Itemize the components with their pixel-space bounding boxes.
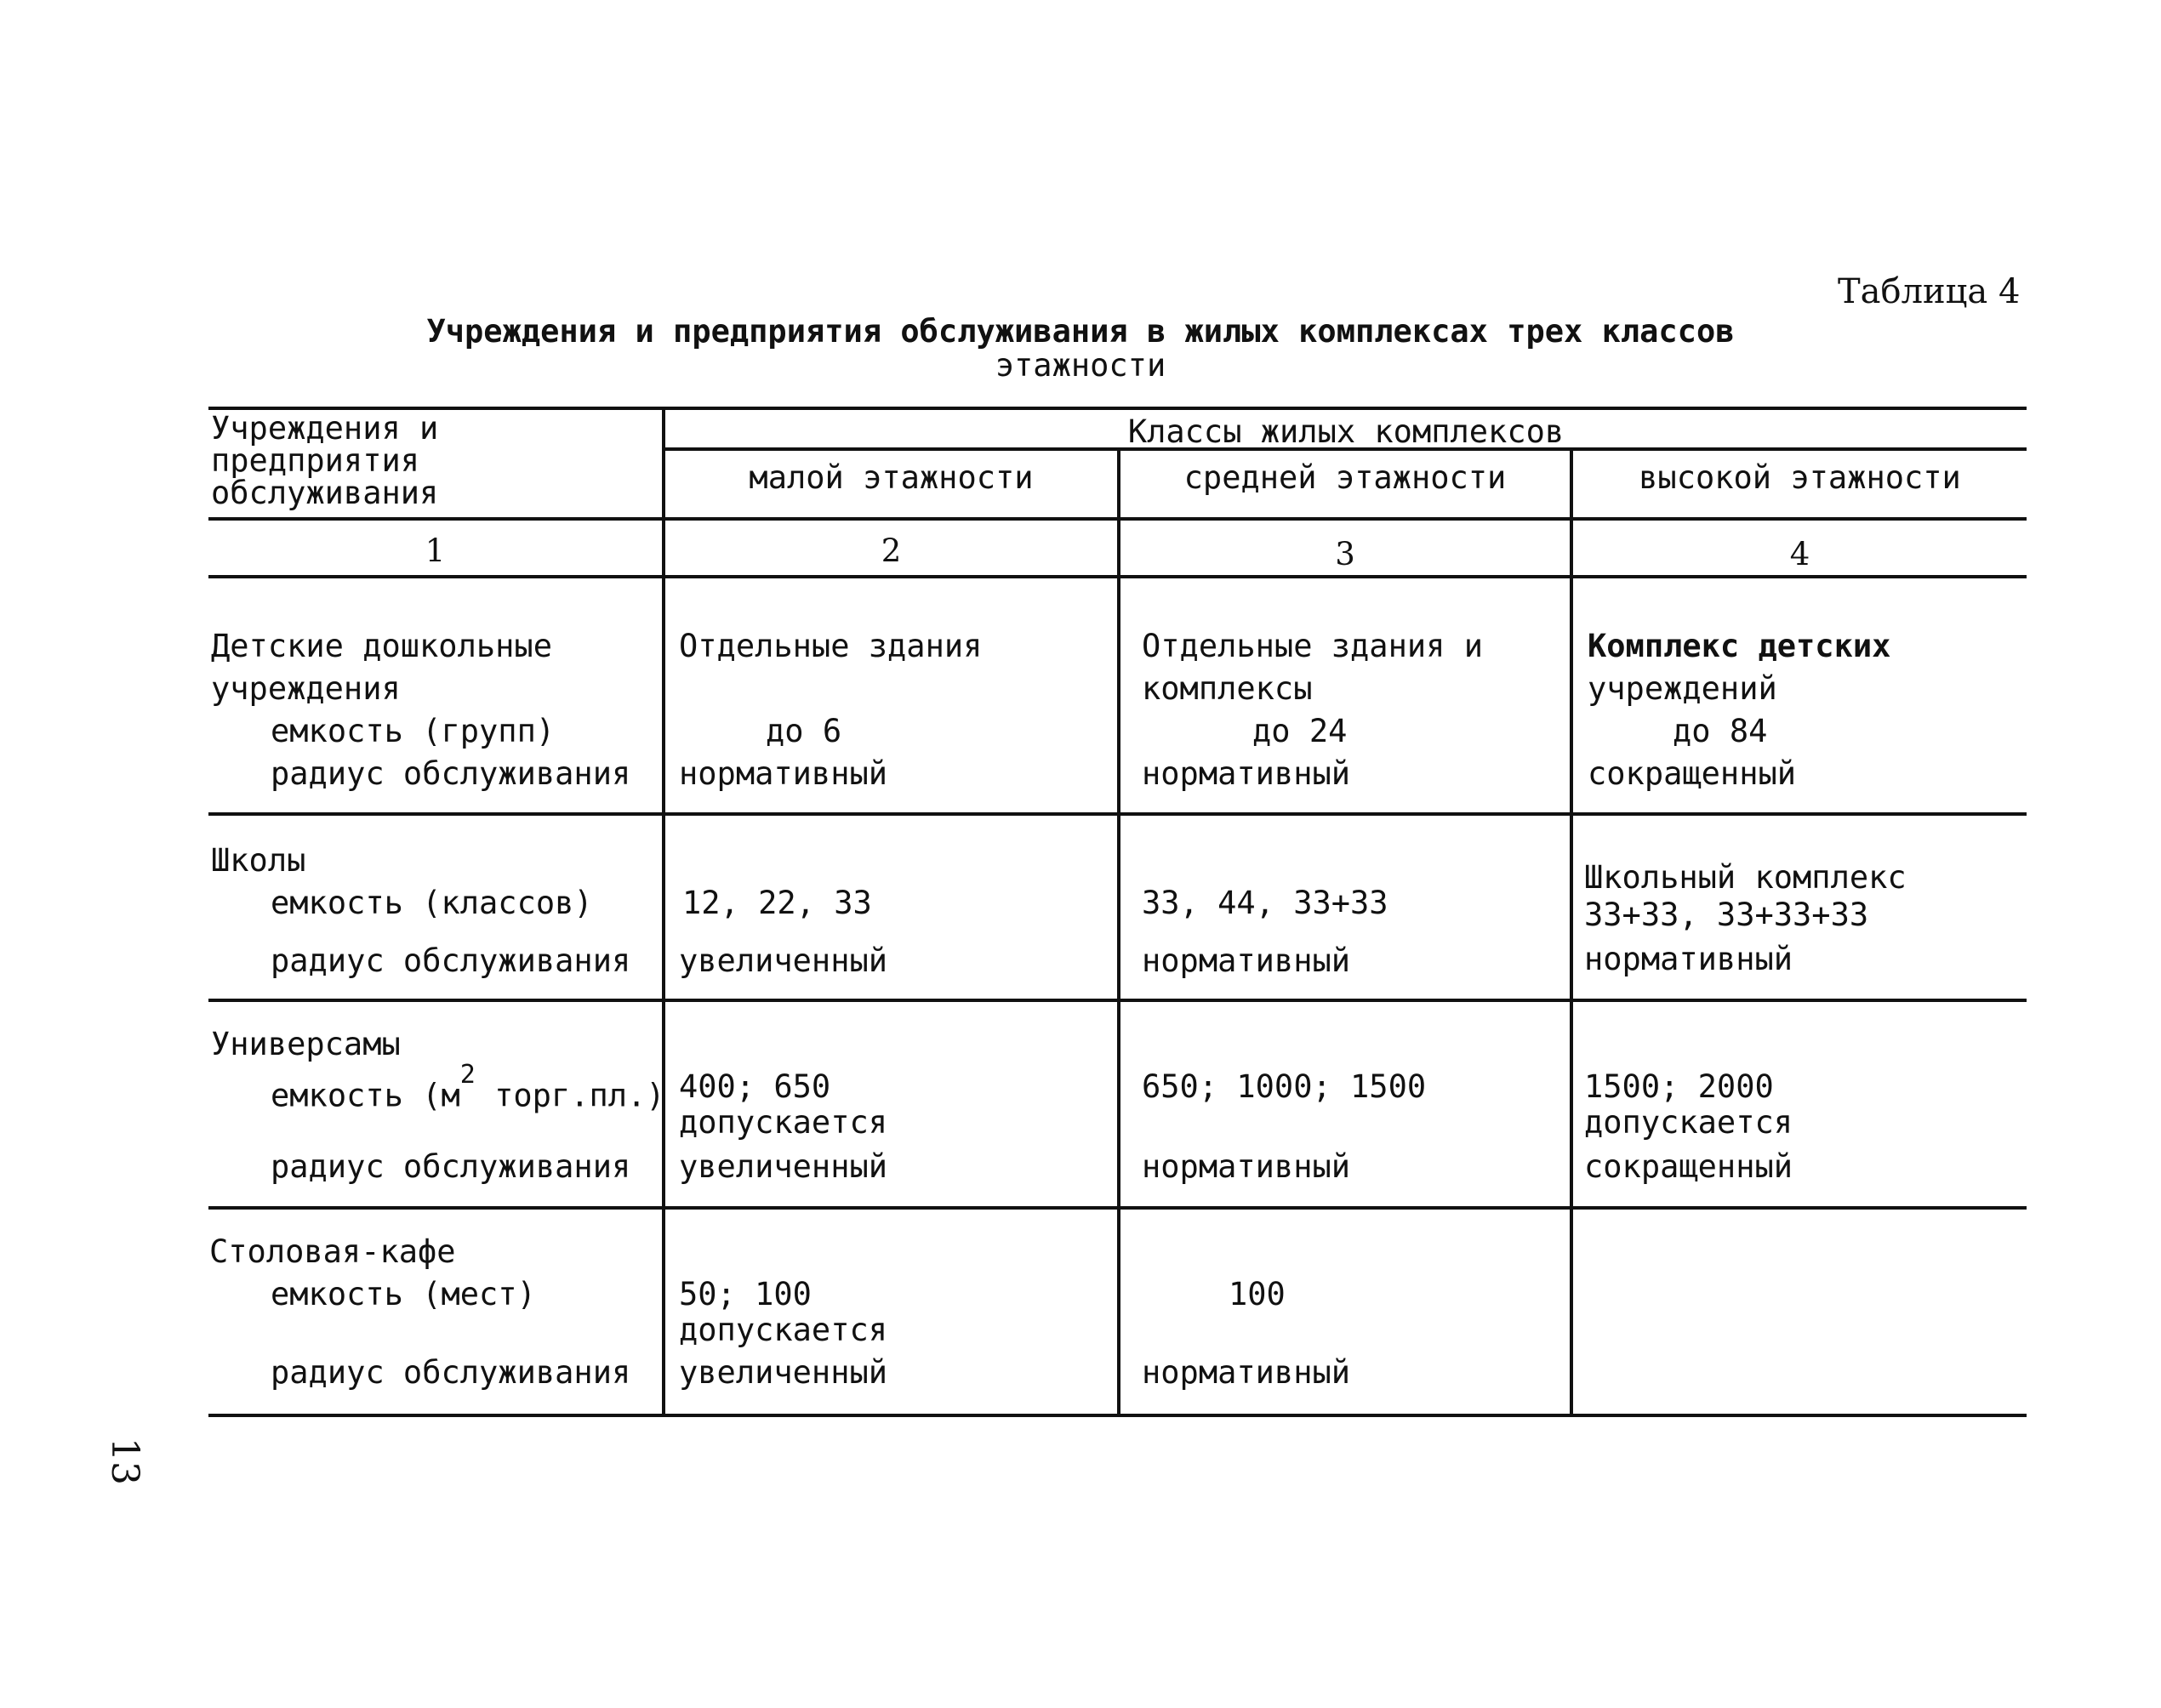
- row4-c2-capacity: 50; 100: [679, 1276, 812, 1312]
- row2-c4-radius: нормативный: [1584, 941, 1793, 977]
- header-num4: 4: [1789, 536, 1810, 572]
- row1-c2-capacity: до 6: [766, 713, 842, 749]
- row1-c4-capacity: до 84: [1673, 713, 1768, 749]
- row4-c2-note: допускается: [679, 1312, 888, 1348]
- rule-col2: [1117, 447, 1120, 1417]
- header-col1-line3: обслуживания: [211, 475, 439, 511]
- row2-c3-radius: нормативный: [1142, 942, 1351, 979]
- row3-label-capacity: [271, 1060, 665, 1114]
- row1-c3-line2: комплексы: [1142, 670, 1313, 707]
- page-number: 13: [103, 1438, 146, 1485]
- row4-c2-radius: увеличенный: [679, 1354, 888, 1391]
- table-title-line2: этажности: [995, 347, 1166, 384]
- header-col1-line1: Учреждения и: [211, 410, 439, 447]
- row3-c4-radius: сокращенный: [1584, 1148, 1793, 1185]
- header-col3: средней этажности: [1183, 459, 1507, 496]
- row4-c3-capacity: 100: [1229, 1276, 1286, 1312]
- row2-label-line1: Школы: [211, 842, 306, 879]
- row4-label-capacity: емкость (мест): [271, 1276, 536, 1312]
- header-col4: высокой этажности: [1639, 459, 1961, 496]
- rule-top: [208, 407, 2027, 410]
- row1-label-capacity: емкость (групп): [271, 713, 556, 749]
- square-superscript: 2: [459, 1060, 476, 1090]
- row2-label-radius: радиус обслуживания: [271, 942, 631, 979]
- row4-c3-radius: нормативный: [1142, 1354, 1351, 1391]
- row1-c2-radius: нормативный: [679, 755, 888, 792]
- header-col2: малой этажности: [749, 459, 1034, 496]
- row3-label-capacity-text: емкость (м: [271, 1077, 460, 1114]
- row2-c2-capacity: 12, 22, 33: [682, 885, 872, 921]
- row1-label-line1: Детские дошкольные: [211, 628, 552, 664]
- header-num2: 2: [881, 532, 902, 569]
- table-title: Учреждения и предприятия обслуживания в жилых комплексах трех классов: [426, 313, 1735, 350]
- row1-c4-line1: Комплекс детских: [1588, 628, 1891, 664]
- row3-c2-capacity: 400; 650: [679, 1068, 831, 1105]
- header-group: Классы жилых комплексов: [1127, 413, 1565, 450]
- rule-col3: [1570, 447, 1573, 1417]
- row3-c3-capacity: 650; 1000; 1500: [1142, 1068, 1427, 1105]
- row3-c2-radius: увеличенный: [679, 1148, 888, 1185]
- row1-label-line2: учреждения: [211, 670, 401, 707]
- row3-c2-note: допускается: [679, 1104, 888, 1141]
- row3-c4-capacity: 1500; 2000: [1584, 1068, 1774, 1105]
- row1-c3-line1: Отдельные здания и: [1142, 628, 1483, 664]
- row3-label-line1: Универсамы: [211, 1026, 401, 1062]
- row1-c4-radius: сокращенный: [1588, 755, 1797, 792]
- row2-c4-capacity: 33+33, 33+33+33: [1584, 897, 1869, 933]
- row3-label-capacity-unit: торг.пл.): [475, 1077, 665, 1114]
- row1-label-radius: радиус обслуживания: [271, 755, 631, 792]
- row4-label-line1: Столовая-кафе: [209, 1233, 456, 1270]
- row3-label-radius: радиус обслуживания: [271, 1148, 631, 1185]
- table-label: Таблица 4: [1838, 272, 2021, 311]
- header-num3: 3: [1335, 536, 1355, 572]
- row2-c2-radius: увеличенный: [679, 942, 888, 979]
- header-num1: 1: [425, 532, 446, 569]
- row1-c3-radius: нормативный: [1142, 755, 1351, 792]
- row1-c3-capacity: до 24: [1252, 713, 1348, 749]
- row4-label-radius: радиус обслуживания: [271, 1354, 631, 1391]
- row2-label-capacity: емкость (классов): [271, 885, 593, 921]
- row2-c3-capacity: 33, 44, 33+33: [1142, 885, 1388, 921]
- header-col1-line2: предприятия: [211, 442, 420, 479]
- row1-c4-line2: учреждений: [1588, 670, 1777, 707]
- row2-c4-line1: Школьный комплекс: [1584, 859, 1907, 896]
- row1-c2-line1: Отдельные здания: [679, 628, 983, 664]
- row3-c3-radius: нормативный: [1142, 1148, 1351, 1185]
- row3-c4-note: допускается: [1584, 1104, 1793, 1141]
